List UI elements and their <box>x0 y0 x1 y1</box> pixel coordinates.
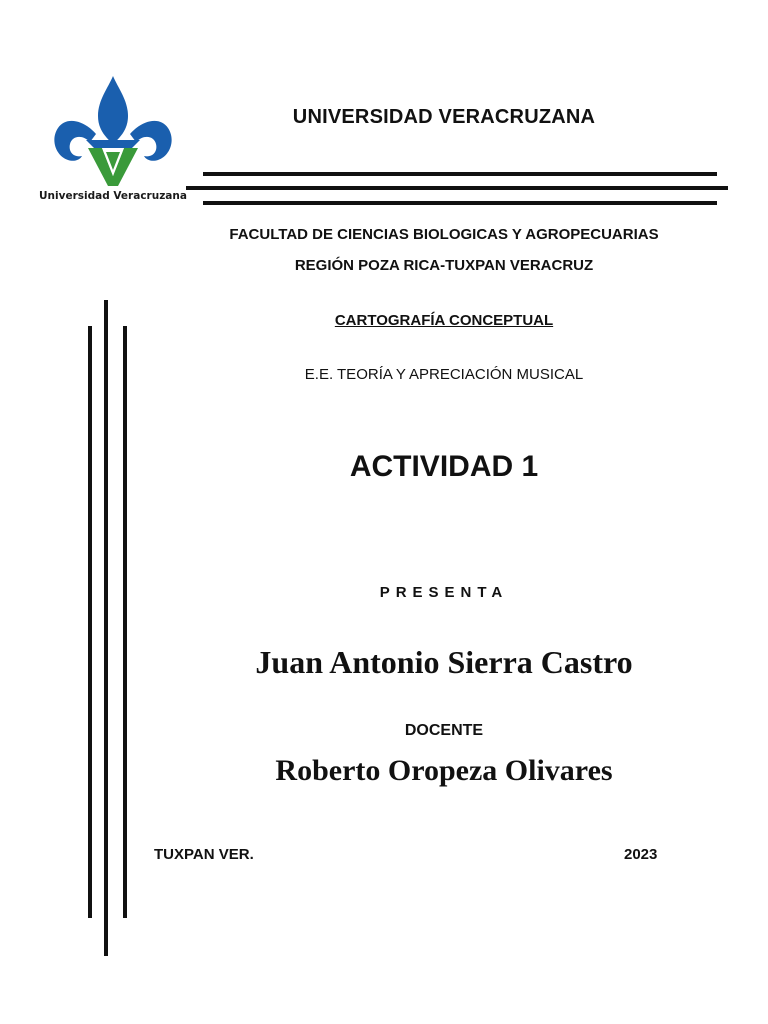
header-rule-top <box>203 172 717 176</box>
left-rule-middle <box>104 300 108 956</box>
university-title: UNIVERSIDAD VERACRUZANA <box>292 106 596 128</box>
logo-caption: Universidad Veracruzana <box>39 190 187 202</box>
faculty-name: FACULTAD DE CIENCIAS BIOLOGICAS Y AGROPECUARIAS <box>229 226 659 243</box>
fleur-de-lis-logo-icon <box>38 72 188 190</box>
activity-title: ACTIVIDAD 1 <box>349 450 539 483</box>
presents-label: PRESENTA <box>379 584 509 601</box>
university-logo <box>38 72 188 212</box>
footer-city: TUXPAN VER. <box>154 846 254 863</box>
header-rule-bottom <box>203 201 717 205</box>
region-name: REGIÓN POZA RICA-TUXPAN VERACRUZ <box>294 257 594 274</box>
teacher-label: DOCENTE <box>404 722 484 739</box>
course-name: E.E. TEORÍA Y APRECIACIÓN MUSICAL <box>304 366 584 383</box>
footer-year: 2023 <box>624 846 658 863</box>
left-rule-inner <box>123 326 127 918</box>
student-name: Juan Antonio Sierra Castro <box>255 644 633 680</box>
assignment-type: CARTOGRAFÍA CONCEPTUAL <box>334 312 554 329</box>
left-rule-outer <box>88 326 92 918</box>
teacher-name: Roberto Oropeza Olivares <box>275 754 613 787</box>
header-rule-middle <box>186 186 728 190</box>
